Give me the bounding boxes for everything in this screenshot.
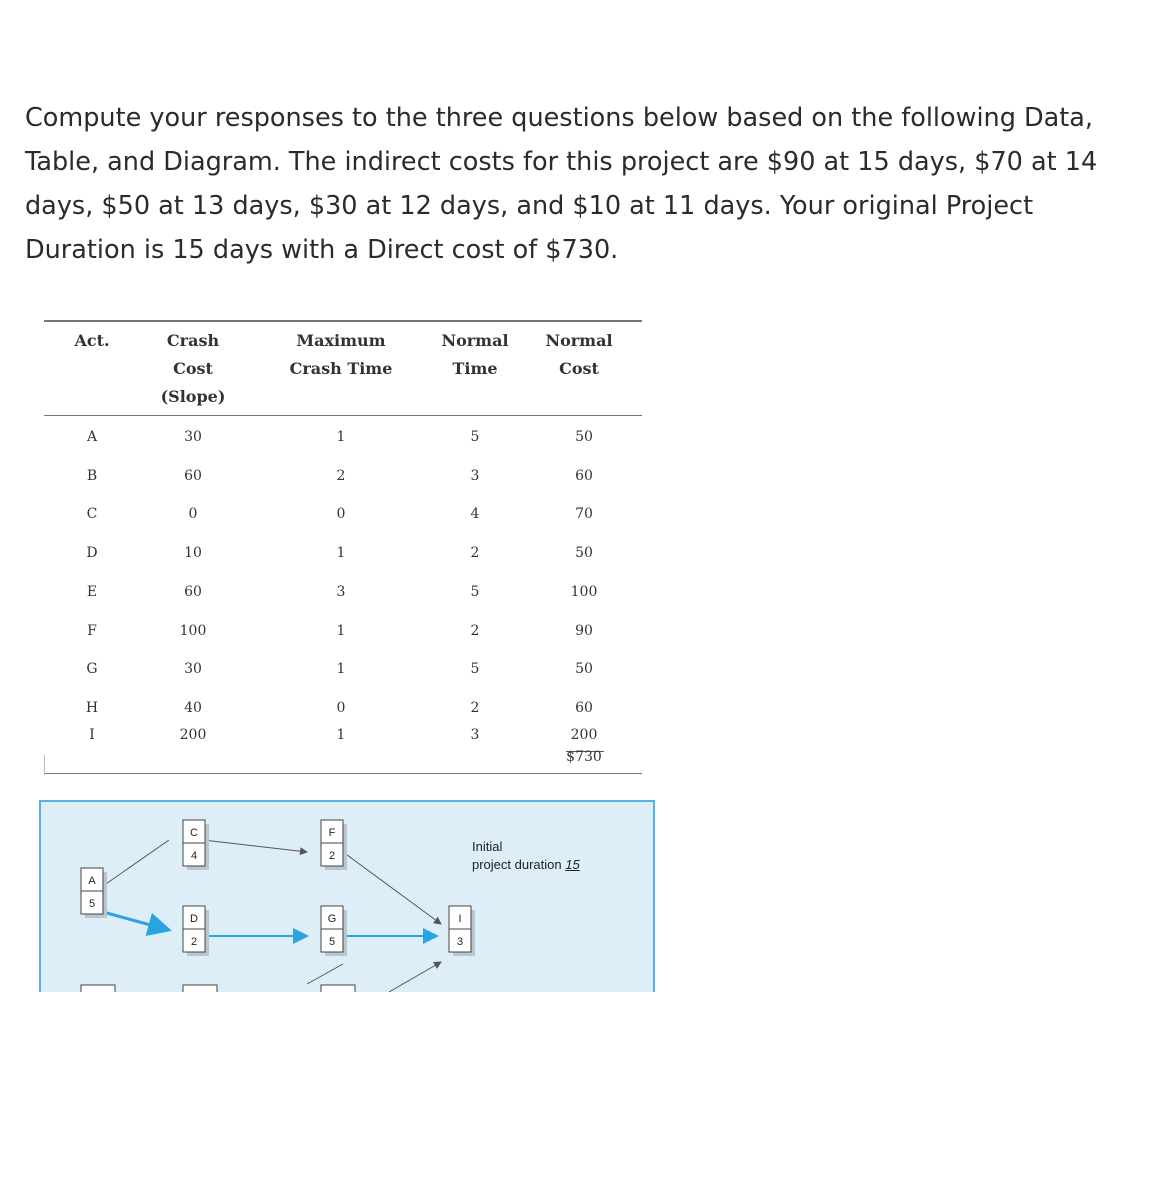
cell-max-crash: 1	[336, 545, 346, 562]
cell-act: A	[86, 429, 98, 445]
cell-max-crash: 1	[336, 661, 346, 678]
cell-act: H	[85, 699, 99, 716]
cell-act: G	[86, 661, 98, 678]
cell-slope: 200	[179, 727, 207, 743]
cell-slope: 60	[184, 583, 202, 600]
cell-act: F	[87, 622, 97, 639]
cell-normal-time: 2	[470, 699, 480, 716]
cell-act: I	[89, 727, 95, 743]
table-top-rule	[44, 320, 642, 322]
node-d-label: D	[190, 913, 198, 925]
cell-normal-time: 2	[470, 622, 480, 639]
table-header-rule	[44, 415, 642, 416]
node-c-duration: 4	[190, 850, 198, 862]
note-line1: Initial	[472, 839, 503, 854]
node-c-label: C	[190, 827, 198, 839]
table-left-tick	[44, 755, 45, 775]
duration-note	[472, 838, 580, 874]
header-crash-cost-line3: (Slope)	[160, 387, 226, 406]
header-max-crash	[276, 327, 406, 383]
header-normal-time-line1: Normal	[441, 331, 509, 350]
cell-max-crash: 1	[336, 727, 346, 743]
cell-max-crash: 0	[336, 699, 346, 716]
cell-normal-cost: 70	[575, 506, 593, 523]
arrow-h-i	[389, 962, 441, 992]
cell-slope: 40	[184, 699, 202, 716]
cell-act: C	[86, 506, 98, 523]
node-f-label: F	[328, 827, 336, 839]
cell-slope: 60	[184, 467, 202, 484]
cell-normal-cost: 50	[575, 661, 593, 678]
network-diagram	[39, 800, 655, 992]
cell-max-crash: 2	[336, 467, 346, 484]
cell-slope: 100	[179, 622, 207, 639]
node-i-duration: 3	[456, 936, 464, 948]
cell-normal-cost: 200	[570, 727, 598, 743]
cell-max-crash: 1	[336, 622, 346, 639]
header-crash-cost-line1: Crash	[166, 331, 220, 350]
arrow-g-out	[307, 964, 343, 984]
cell-normal-cost: 60	[575, 699, 593, 716]
activity-table	[44, 320, 642, 780]
cell-slope: 0	[188, 506, 198, 523]
cell-normal-cost: 100	[570, 583, 598, 600]
node-c	[183, 820, 209, 870]
header-crash-cost-line2: Cost	[173, 359, 213, 378]
node-i	[449, 906, 475, 956]
cell-normal-time: 2	[470, 545, 480, 562]
node-d-duration: 2	[190, 936, 198, 948]
node-a-duration: 5	[88, 898, 96, 910]
header-normal-cost-line2: Cost	[559, 359, 599, 378]
cell-normal-cost: 60	[575, 467, 593, 484]
cell-act: E	[86, 583, 98, 600]
node-partial-2	[183, 985, 217, 992]
header-act: Act.	[74, 331, 110, 350]
cell-act: B	[86, 467, 98, 484]
cell-max-crash: 0	[336, 506, 346, 523]
cell-slope: 30	[184, 661, 202, 678]
note-duration: 15	[565, 857, 580, 872]
node-d	[183, 906, 209, 956]
node-a-label: A	[88, 875, 96, 887]
header-max-crash-line2: Crash Time	[289, 359, 393, 378]
cell-act: D	[86, 545, 98, 562]
node-partial-1	[81, 985, 115, 992]
node-g	[321, 906, 347, 956]
cell-normal-time: 5	[470, 583, 480, 600]
header-crash-cost	[138, 327, 248, 411]
node-g-label: G	[327, 913, 337, 925]
node-partial-3	[321, 985, 355, 992]
node-g-duration: 5	[328, 936, 336, 948]
cell-normal-time: 4	[470, 506, 480, 523]
network-svg	[41, 802, 653, 992]
cell-slope: 30	[184, 429, 202, 445]
arrow-c-f	[203, 840, 307, 852]
header-normal-time-line2: Time	[452, 359, 498, 378]
header-normal-cost	[534, 327, 624, 383]
cell-normal-time: 5	[470, 661, 480, 678]
cell-normal-time: 3	[470, 727, 480, 743]
note-line2: project duration	[472, 857, 562, 872]
cell-normal-time: 3	[470, 467, 480, 484]
cell-normal-time: 5	[470, 429, 480, 445]
table-bottom-rule	[44, 773, 642, 774]
question-text: Compute your responses to the three questions below based on the following Data, Table, and Diagram. The indirect costs for this project are $90 at 15 days, $70 at 14 days, $50 at 13 days, $30 at 12 days, and $10 at 11 days. Your original Project Duration is 15 days with a Direct cost of $730.	[25, 103, 1098, 265]
header-max-crash-line1: Maximum	[296, 331, 386, 350]
total-cost: $730	[566, 749, 602, 765]
arrow-f-i	[343, 852, 441, 924]
header-normal-cost-line1: Normal	[545, 331, 613, 350]
node-a	[81, 868, 107, 918]
cell-normal-cost: 50	[575, 545, 593, 562]
node-f-duration: 2	[328, 850, 336, 862]
header-normal-time	[430, 327, 520, 383]
cell-max-crash: 1	[336, 429, 346, 445]
cell-normal-cost: 50	[575, 429, 593, 445]
node-f	[321, 820, 347, 870]
cell-slope: 10	[184, 545, 202, 562]
node-i-label: I	[458, 913, 462, 925]
arrow-a-c	[103, 840, 169, 886]
cell-max-crash: 3	[336, 583, 346, 600]
arrow-a-d	[103, 912, 169, 930]
cell-normal-cost: 90	[575, 622, 593, 639]
